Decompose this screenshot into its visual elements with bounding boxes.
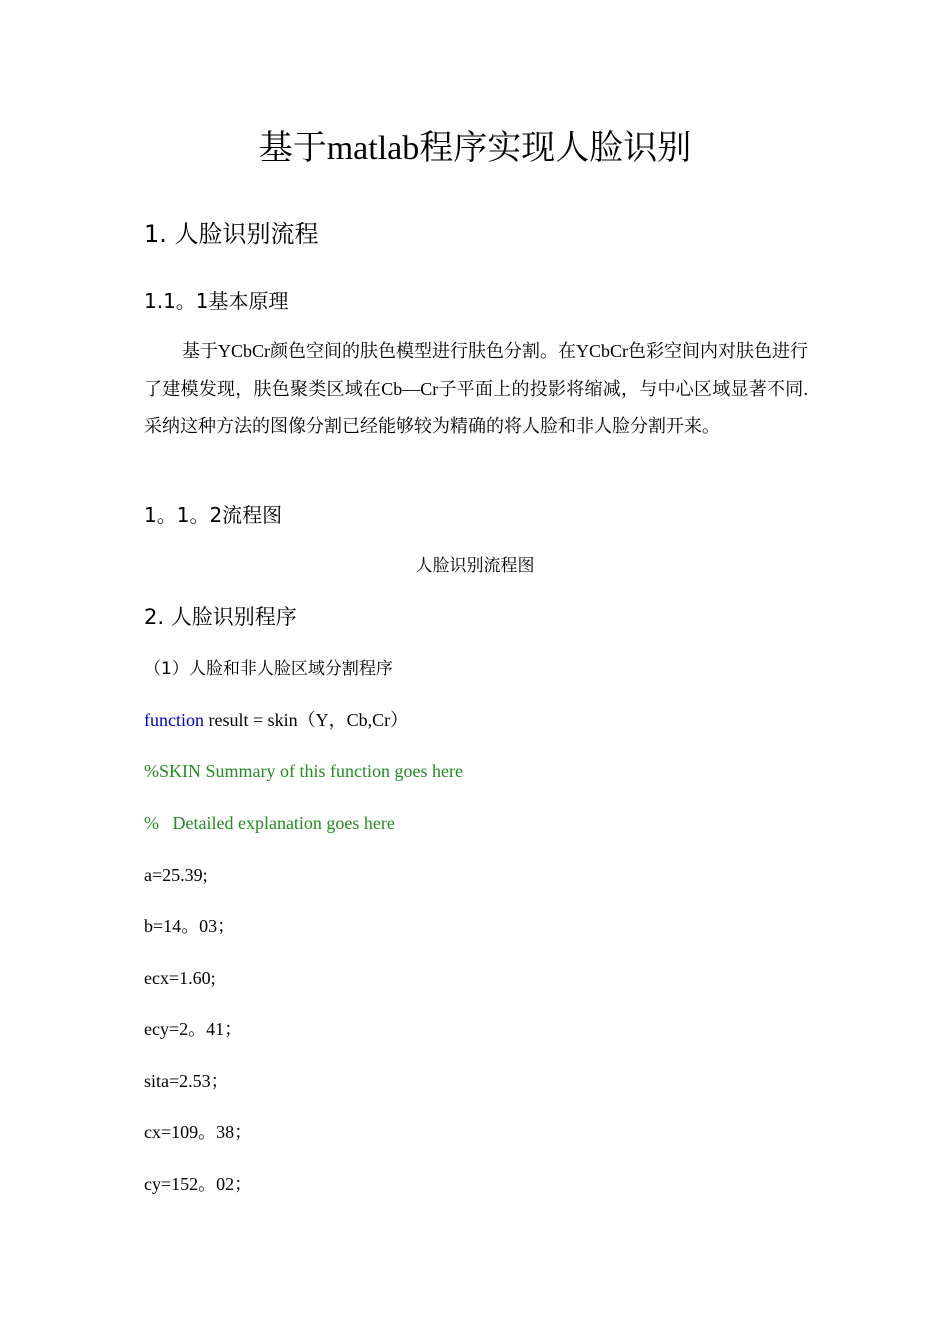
section-2-1-heading: （1）人脸和非人脸区域分割程序 bbox=[144, 659, 393, 679]
code-comment-detail: % Detailed explanation goes here bbox=[144, 813, 395, 833]
code-line: cy=152。02； bbox=[144, 1174, 253, 1194]
code-signature: result = skin（Y，Cb,Cr） bbox=[204, 710, 409, 730]
section-1-1-heading: 1.1。1基本原理 bbox=[144, 289, 289, 313]
section-2-heading: 2. 人脸识别程序 bbox=[144, 605, 297, 629]
code-line: sita=2.53； bbox=[144, 1071, 229, 1091]
document-title: 基于matlab程序实现人脸识别 bbox=[258, 130, 692, 167]
figure-caption: 人脸识别流程图 bbox=[415, 556, 535, 576]
section-1-1-paragraph: 基于YCbCr颜色空间的肤色模型进行肤色分割。在YCbCr色彩空间内对肤色进行了建模发现，肤色聚类区域在Cb—Cr子平面上的投影将缩减，与中心区域显著不同.采纳这种方法的图像分割已经能够较为精确的将人脸和非人脸分割开来。 bbox=[144, 341, 809, 436]
code-line: a=25.39; bbox=[144, 865, 208, 885]
code-line: ecx=1.60; bbox=[144, 968, 216, 988]
section-1-2-heading: 1。1。2流程图 bbox=[144, 503, 283, 527]
code-comment-summary: %SKIN Summary of this function goes here bbox=[144, 761, 463, 781]
section-1-heading: 1. 人脸识别流程 bbox=[144, 220, 319, 248]
code-function-signature bbox=[144, 707, 408, 733]
code-line: b=14。03； bbox=[144, 916, 236, 936]
code-line: ecy=2。41； bbox=[144, 1019, 243, 1039]
code-line: cx=109。38； bbox=[144, 1122, 253, 1142]
code-keyword: function bbox=[144, 710, 204, 730]
